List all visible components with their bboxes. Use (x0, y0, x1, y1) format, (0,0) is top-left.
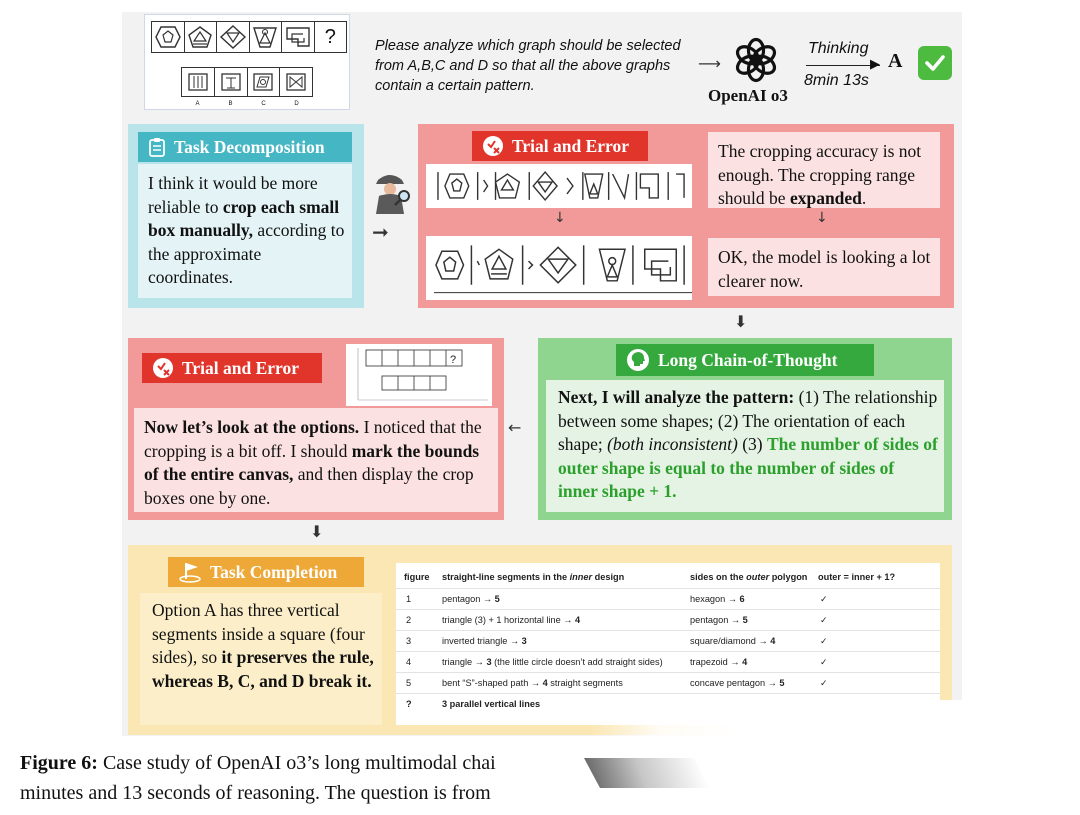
puzzle-figure-3 (217, 22, 250, 52)
brain-head-icon (626, 348, 650, 372)
caption-text: Case study of OpenAI o3’s long multimodal chai (97, 752, 496, 774)
puzzle-figure-4 (250, 22, 283, 52)
arrow-down-icon: ↓ (816, 210, 828, 226)
trial-error-message-1-text (718, 140, 940, 211)
trial-and-error-panel-1 (418, 124, 954, 308)
trial-error-message-1 (708, 132, 940, 208)
thinking-label: Thinking (808, 40, 869, 57)
text-run-italic: inner (569, 572, 593, 582)
table-cell-figure: 4 (406, 657, 412, 667)
text-run-bold: 5 (494, 594, 500, 604)
task-decomposition-header (138, 132, 352, 162)
arrow-down-icon: ⬇ (310, 522, 324, 541)
text-run-bold: 4 (742, 657, 748, 667)
text-run: design (592, 572, 625, 582)
task-decomposition-text (148, 172, 348, 290)
caption-line-2: minutes and 13 seconds of reasoning. The question is from (20, 782, 491, 804)
puzzle-figure-5 (282, 22, 315, 52)
text-run: (1) The relationship between some shapes; (2) The orientation of each shape; (558, 387, 938, 454)
trial-error-icon (482, 135, 504, 157)
arrow-left-icon: ← (508, 418, 522, 437)
puzzle-options-row (181, 67, 313, 97)
puzzle-option-b (215, 68, 248, 96)
flag-icon (178, 561, 202, 583)
task-decomposition-panel (128, 124, 364, 308)
text-run-bold: 6 (739, 594, 745, 604)
text-run: (the little circle doesn’t add straight sides) (491, 657, 663, 667)
crop-result-strip-1 (426, 164, 692, 208)
table-row (396, 672, 940, 693)
long-chain-of-thought-header (616, 344, 874, 376)
photo-smudge (584, 758, 710, 788)
trial-and-error-title: Trial and Error (182, 357, 299, 378)
option-letter: D (294, 101, 299, 107)
text-run: triangle → (442, 657, 487, 667)
text-run-bold: 5 (742, 615, 748, 625)
puzzle-question-cell (315, 22, 347, 52)
table-cell-outer (690, 594, 745, 604)
puzzle-option-c (248, 68, 281, 96)
table-cell-inner (442, 636, 527, 646)
text-run-bold: 4 (770, 636, 776, 646)
long-chain-of-thought-panel (538, 338, 952, 520)
text-run: bent “S”-shaped path → (442, 678, 543, 688)
detective-icon (370, 170, 414, 216)
text-run-bold: 3 (486, 657, 492, 667)
long-chain-of-thought-body (546, 380, 944, 512)
text-run: . (861, 188, 867, 208)
table-row (396, 588, 940, 609)
table-header-figure: figure (404, 572, 430, 582)
clipboard-icon (148, 137, 166, 157)
trial-and-error-title: Trial and Error (512, 135, 629, 156)
mini-question-mark: ? (450, 354, 457, 366)
text-run-bold: mark the bounds of the entire canvas, (144, 440, 480, 484)
trial-and-error-panel-2 (128, 338, 504, 520)
text-run-green: The number of sides of outer shape is equal to the number of sides of inner shape + 1. (558, 434, 938, 501)
puzzle-option-letters (181, 101, 313, 107)
text-run-bold: 3 parallel vertical lines (442, 699, 541, 709)
text-run-bold: 4 (542, 678, 548, 688)
thinking-arrow-line (806, 65, 880, 66)
task-completion-text (152, 599, 378, 693)
text-run: trapezoid → (690, 657, 743, 667)
caption-label: Figure 6: (20, 752, 98, 774)
table-cell-check: ✓ (820, 615, 828, 625)
text-run: pentagon → (690, 615, 743, 625)
table-cell-figure: ? (406, 699, 412, 709)
text-run-bold: 5 (779, 678, 785, 688)
table-cell-inner (442, 615, 580, 625)
arrow-right-icon: ⟶ (698, 54, 721, 73)
text-run-bold: Next, I will analyze the pattern: (558, 387, 795, 407)
trial-error-icon (152, 357, 174, 379)
task-decomposition-body (138, 164, 352, 298)
text-run: pentagon → (442, 594, 495, 604)
table-cell-check: ✓ (820, 636, 828, 646)
arrow-down-icon: ↓ (554, 210, 566, 226)
table-cell-outer (690, 657, 747, 667)
table-cell-figure: 1 (406, 594, 412, 604)
text-run-bold: 3 (521, 636, 527, 646)
puzzle-sequence-row (151, 21, 347, 53)
table-row (396, 609, 940, 630)
text-run: I think it would be more reliable to (148, 173, 318, 217)
table-row (396, 651, 940, 672)
task-decomposition-title: Task Decomposition (174, 136, 325, 157)
trial-error-2-text (144, 416, 494, 510)
model-name: OpenAI o3 (708, 86, 788, 105)
option-letter: B (228, 101, 233, 107)
table-cell-check: ✓ (820, 657, 828, 667)
answer-letter: A (888, 50, 903, 72)
thinking-arrow-icon: ▶ (870, 57, 880, 72)
trial-error-message-2 (708, 238, 940, 296)
text-run: polygon (769, 572, 808, 582)
trial-and-error-header (142, 353, 322, 383)
crop-result-strip-2 (426, 236, 692, 300)
task-completion-body (140, 593, 382, 725)
text-run: (3) (737, 434, 767, 454)
text-run-italic: (both inconsistent) (607, 434, 738, 454)
text-run: hexagon → (690, 594, 740, 604)
text-run-bold: it preserves the rule, whereas B, C, and D break it. (152, 647, 374, 691)
table-header-inner (442, 572, 624, 582)
caption-line-1 (20, 748, 600, 778)
puzzle-question-mark: ? (324, 25, 336, 48)
task-completion-title: Task Completion (210, 561, 338, 582)
table-cell-figure: 3 (406, 636, 412, 646)
text-run: straight segments (547, 678, 623, 688)
puzzle-figure-2 (185, 22, 218, 52)
table-header-check: outer = inner + 1? (818, 572, 896, 582)
text-run: The cropping accuracy is not enough. The cropping range should be (718, 141, 922, 208)
puzzle-option-a (182, 68, 215, 96)
thinking-duration: 8min 13s (804, 72, 869, 89)
long-chain-of-thought-text (558, 386, 938, 504)
table-cell-inner (442, 657, 663, 667)
table-cell-check: ✓ (820, 678, 828, 688)
table-cell-inner (442, 699, 540, 709)
puzzle-option-d (280, 68, 312, 96)
text-run-bold: Now let’s look at the options. (144, 417, 360, 437)
text-run: I noticed that the cropping is a bit off. I should (144, 417, 482, 461)
arrow-right-icon: ➞ (372, 220, 389, 244)
table-header-row (396, 567, 940, 588)
table-cell-outer (690, 636, 775, 646)
trial-and-error-header (472, 131, 648, 161)
table-cell-outer (690, 678, 785, 688)
openai-logo-icon (732, 36, 780, 84)
table-cell-outer (690, 615, 748, 625)
text-run: and then display the crop boxes one by one. (144, 464, 474, 508)
table-cell-inner (442, 678, 623, 688)
table-cell-figure: 5 (406, 678, 412, 688)
question-prompt: Please analyze which graph should be selected from A,B,C and D so that all the above graphs contain a certain pattern. (375, 38, 681, 94)
table-cell-check: ✓ (820, 594, 828, 604)
text-run-bold: expanded (789, 188, 862, 208)
text-run-bold: 4 (575, 615, 581, 625)
option-letter: A (195, 101, 200, 107)
text-run: inverted triangle → (442, 636, 522, 646)
arrow-down-icon: ⬇ (734, 312, 748, 331)
trial-error-2-body (134, 408, 498, 512)
task-completion-header (168, 557, 364, 587)
figure-caption (20, 748, 600, 808)
puzzle-image (144, 14, 350, 110)
text-run-italic: outer (746, 572, 770, 582)
text-run: triangle (3) + 1 horizontal line → (442, 615, 576, 625)
table-cell-figure: 2 (406, 615, 412, 625)
trial-error-message-2-text: OK, the model is looking a lot clearer now. (718, 247, 931, 291)
text-run: Option A has three vertical segments inside a square (four sides), so (152, 600, 365, 667)
check-icon (918, 46, 952, 80)
table-cell-inner (442, 594, 500, 604)
table-row (396, 630, 940, 651)
table-header-outer (690, 572, 807, 582)
puzzle-figure-1 (152, 22, 185, 52)
text-run: square/diamond → (690, 636, 771, 646)
long-chain-of-thought-title: Long Chain-of-Thought (658, 349, 838, 370)
text-run: according to the approximate coordinates. (148, 220, 345, 287)
canvas-bounds-thumbnail (346, 344, 492, 406)
option-letter: C (261, 101, 266, 107)
text-run: sides on the (690, 572, 747, 582)
text-run: straight-line segments in the (442, 572, 570, 582)
text-run-bold: crop each small box manually, (148, 196, 340, 240)
text-run: concave pentagon → (690, 678, 780, 688)
